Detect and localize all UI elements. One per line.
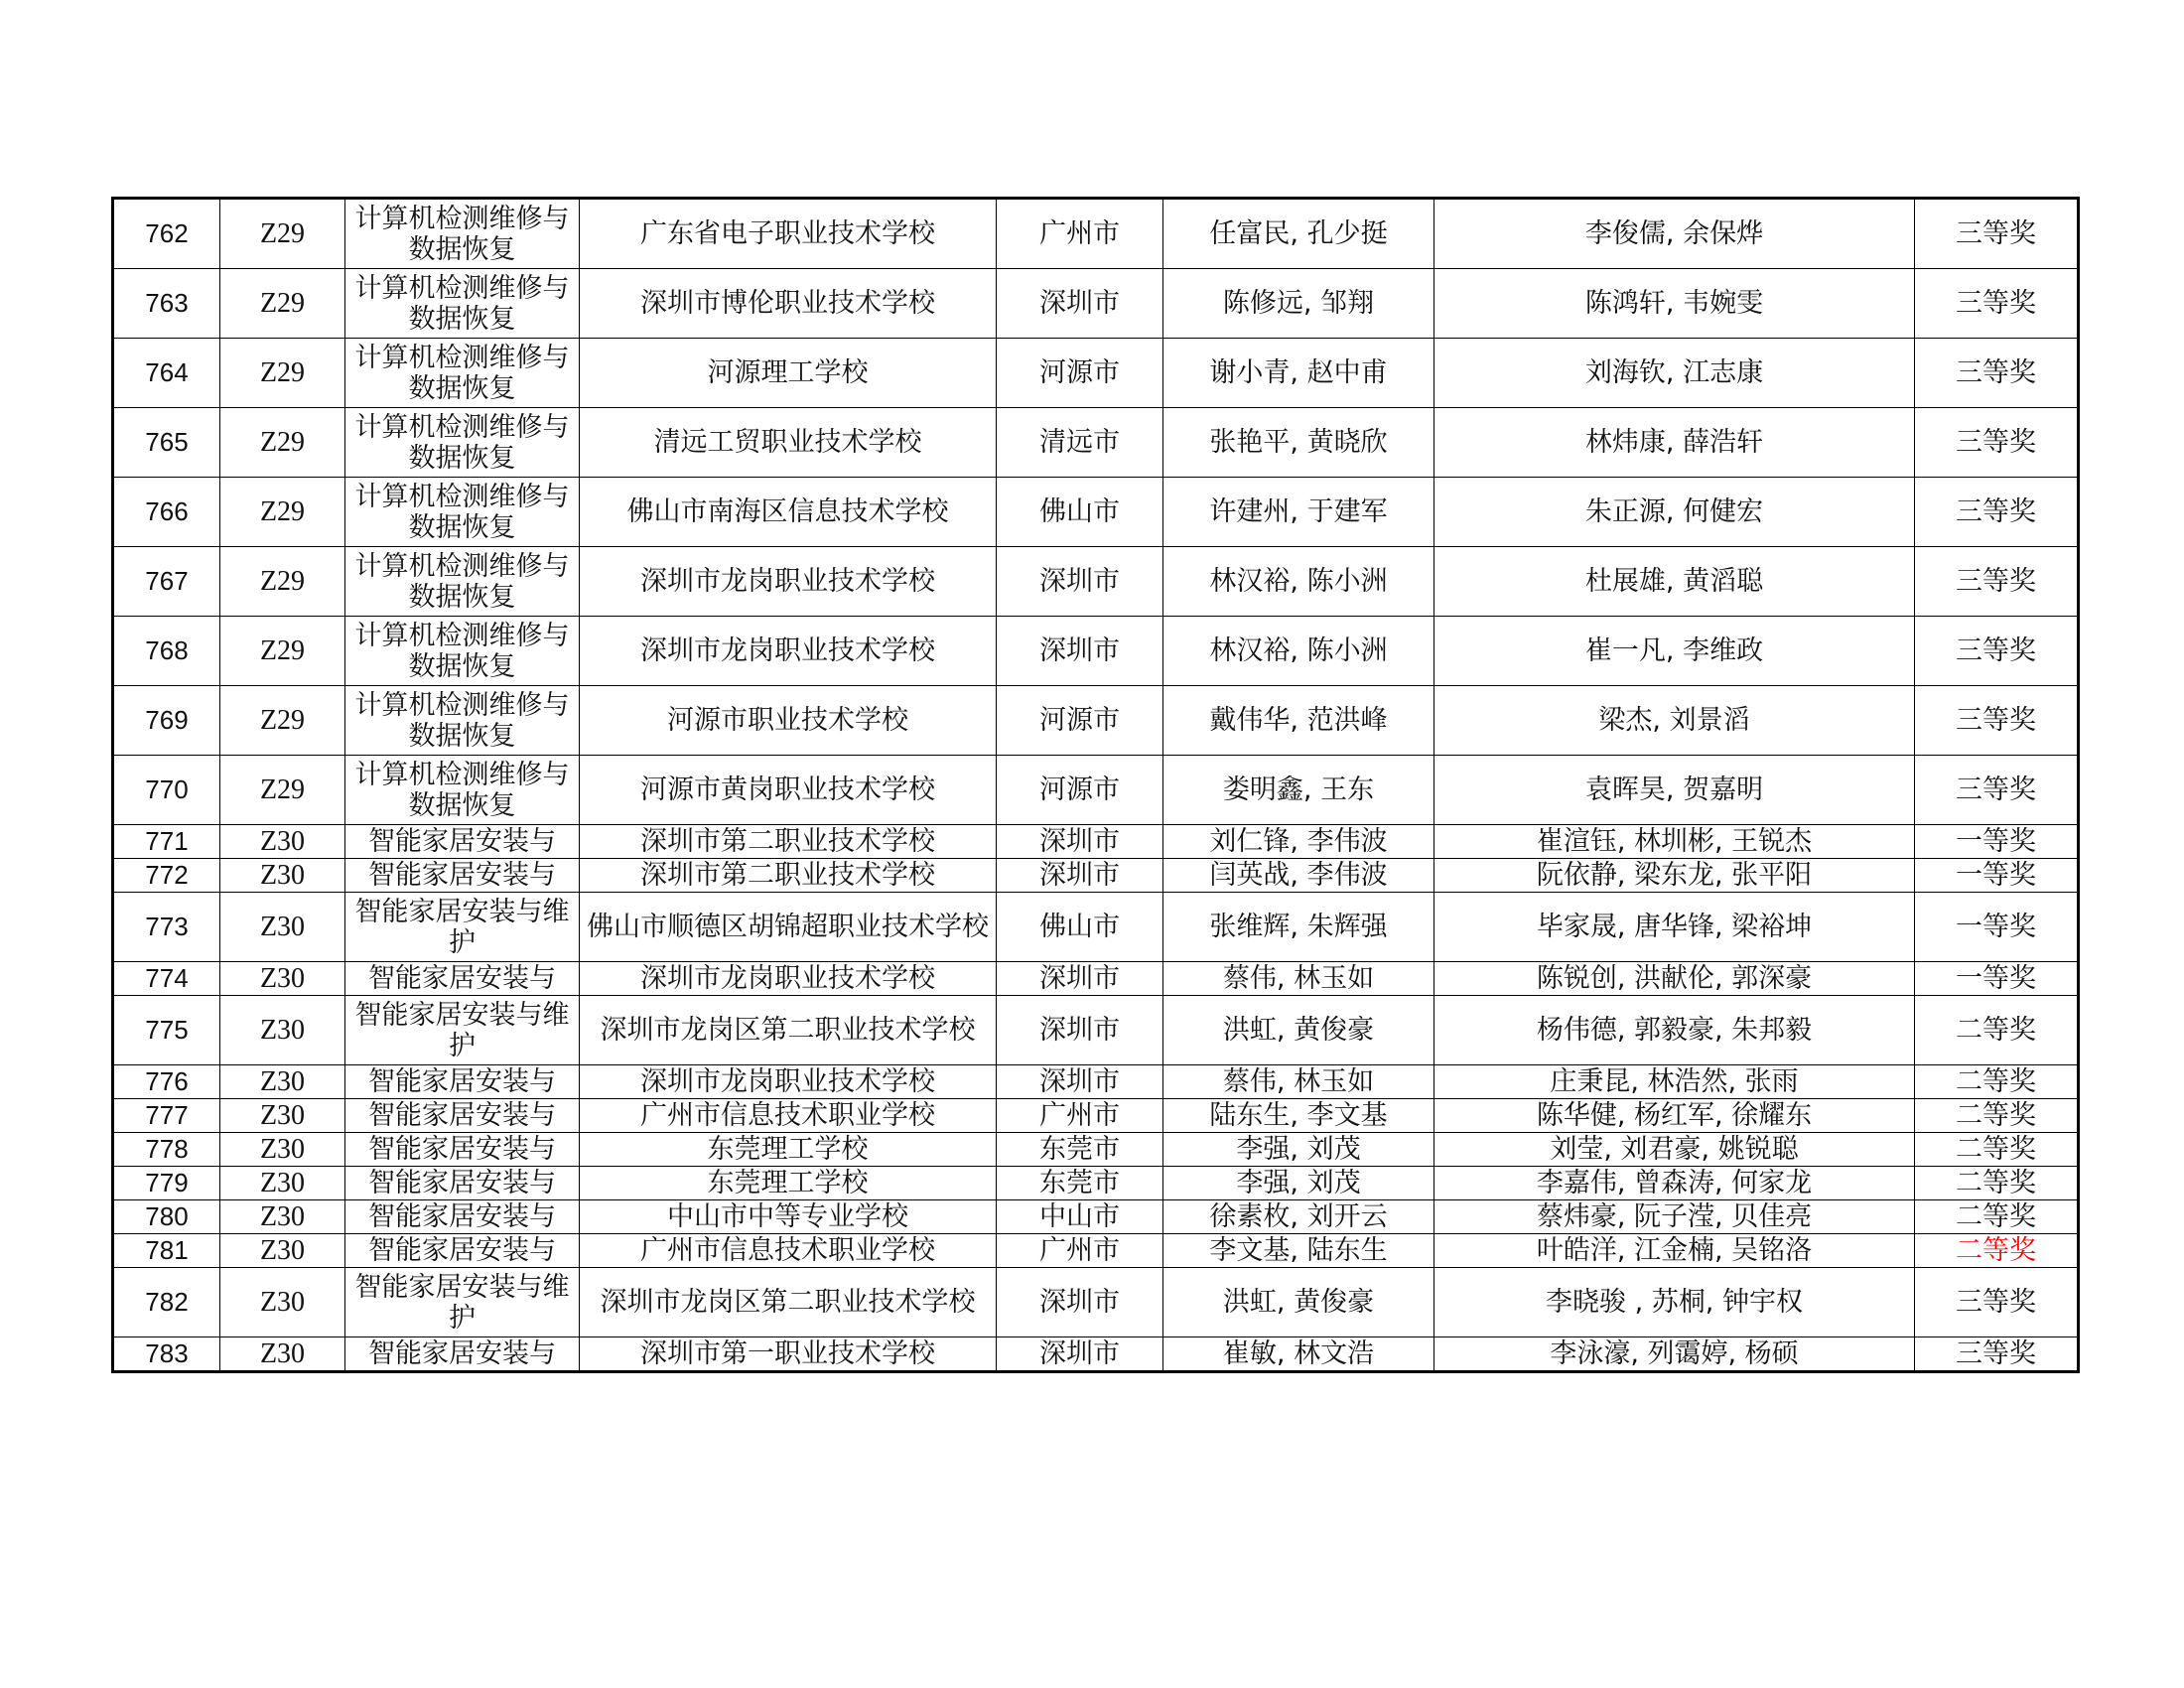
cell-city: 深圳市 [997, 825, 1163, 859]
cell-city: 东莞市 [997, 1167, 1163, 1200]
cell-city: 深圳市 [997, 617, 1163, 686]
cell-award: 三等奖 [1915, 1268, 2079, 1337]
cell-number: 768 [113, 617, 220, 686]
cell-number: 774 [113, 962, 220, 996]
cell-students: 刘莹, 刘君豪, 姚锐聪 [1434, 1133, 1915, 1167]
cell-project-name: 计算机检测维修与数据恢复 [345, 408, 580, 478]
cell-students: 庄秉昆, 林浩然, 张雨 [1434, 1065, 1915, 1099]
cell-teachers: 林汉裕, 陈小洲 [1163, 617, 1434, 686]
cell-award: 三等奖 [1915, 199, 2079, 269]
table-row [113, 1234, 2079, 1268]
cell-school: 深圳市第一职业技术学校 [580, 1337, 997, 1372]
cell-city: 深圳市 [997, 996, 1163, 1065]
table-row [113, 756, 2079, 825]
table-row [113, 1200, 2079, 1234]
cell-project-name: 智能家居安装与 [345, 1337, 580, 1372]
cell-project-code: Z29 [220, 617, 345, 686]
cell-project-code: Z30 [220, 1133, 345, 1167]
cell-school: 深圳市龙岗职业技术学校 [580, 617, 997, 686]
cell-school: 东莞理工学校 [580, 1167, 997, 1200]
cell-school: 东莞理工学校 [580, 1133, 997, 1167]
cell-teachers: 徐素枚, 刘开云 [1163, 1200, 1434, 1234]
cell-teachers: 陈修远, 邹翔 [1163, 269, 1434, 339]
table-row [113, 1268, 2079, 1337]
cell-number: 766 [113, 478, 220, 547]
cell-school: 清远工贸职业技术学校 [580, 408, 997, 478]
cell-school: 深圳市龙岗职业技术学校 [580, 962, 997, 996]
table-row [113, 269, 2079, 339]
cell-project-code: Z30 [220, 996, 345, 1065]
table-body [113, 199, 2079, 1372]
cell-city: 深圳市 [997, 547, 1163, 617]
cell-city: 深圳市 [997, 269, 1163, 339]
cell-number: 769 [113, 686, 220, 756]
cell-school: 深圳市第二职业技术学校 [580, 859, 997, 893]
cell-award: 三等奖 [1915, 547, 2079, 617]
cell-teachers: 任富民, 孔少挺 [1163, 199, 1434, 269]
cell-teachers: 刘仁锋, 李伟波 [1163, 825, 1434, 859]
cell-project-code: Z30 [220, 1065, 345, 1099]
cell-award: 一等奖 [1915, 962, 2079, 996]
cell-city: 广州市 [997, 1234, 1163, 1268]
cell-project-name: 计算机检测维修与数据恢复 [345, 756, 580, 825]
table-row [113, 408, 2079, 478]
cell-project-code: Z30 [220, 1099, 345, 1133]
cell-city: 深圳市 [997, 1065, 1163, 1099]
table-row [113, 996, 2079, 1065]
cell-city: 深圳市 [997, 1337, 1163, 1372]
table-row [113, 859, 2079, 893]
cell-project-code: Z30 [220, 962, 345, 996]
table-row [113, 199, 2079, 269]
cell-award: 二等奖 [1915, 1099, 2079, 1133]
table-row [113, 1133, 2079, 1167]
cell-teachers: 陆东生, 李文基 [1163, 1099, 1434, 1133]
cell-project-code: Z29 [220, 547, 345, 617]
table-row [113, 825, 2079, 859]
cell-students: 毕家晟, 唐华锋, 梁裕坤 [1434, 893, 1915, 962]
cell-project-code: Z29 [220, 408, 345, 478]
cell-school: 佛山市顺德区胡锦超职业技术学校 [580, 893, 997, 962]
cell-project-code: Z29 [220, 269, 345, 339]
cell-award: 三等奖 [1915, 339, 2079, 408]
cell-students: 蔡炜豪, 阮子滢, 贝佳亮 [1434, 1200, 1915, 1234]
table-row [113, 478, 2079, 547]
cell-city: 中山市 [997, 1200, 1163, 1234]
cell-project-code: Z30 [220, 1268, 345, 1337]
cell-number: 778 [113, 1133, 220, 1167]
award-results-table [111, 197, 2080, 1373]
table-row [113, 339, 2079, 408]
cell-teachers: 蔡伟, 林玉如 [1163, 1065, 1434, 1099]
cell-project-code: Z30 [220, 859, 345, 893]
cell-number: 777 [113, 1099, 220, 1133]
cell-teachers: 许建州, 于建军 [1163, 478, 1434, 547]
cell-students: 朱正源, 何健宏 [1434, 478, 1915, 547]
cell-number: 765 [113, 408, 220, 478]
cell-students: 陈鸿轩, 韦婉雯 [1434, 269, 1915, 339]
cell-award: 一等奖 [1915, 859, 2079, 893]
cell-number: 763 [113, 269, 220, 339]
cell-teachers: 戴伟华, 范洪峰 [1163, 686, 1434, 756]
cell-students: 李俊儒, 余保烨 [1434, 199, 1915, 269]
cell-students: 李泳濠, 列霭婷, 杨硕 [1434, 1337, 1915, 1372]
cell-teachers: 蔡伟, 林玉如 [1163, 962, 1434, 996]
cell-teachers: 张艳平, 黄晓欣 [1163, 408, 1434, 478]
cell-project-name: 智能家居安装与维护 [345, 893, 580, 962]
table-row [113, 1167, 2079, 1200]
cell-teachers: 闫英战, 李伟波 [1163, 859, 1434, 893]
table-row [113, 686, 2079, 756]
cell-city: 河源市 [997, 339, 1163, 408]
cell-number: 773 [113, 893, 220, 962]
cell-project-name: 计算机检测维修与数据恢复 [345, 199, 580, 269]
table-row [113, 547, 2079, 617]
cell-city: 深圳市 [997, 1268, 1163, 1337]
cell-project-code: Z30 [220, 1337, 345, 1372]
cell-number: 775 [113, 996, 220, 1065]
cell-school: 广州市信息技术职业学校 [580, 1099, 997, 1133]
cell-students: 陈华健, 杨红军, 徐耀东 [1434, 1099, 1915, 1133]
cell-award: 二等奖 [1915, 1133, 2079, 1167]
cell-teachers: 李文基, 陆东生 [1163, 1234, 1434, 1268]
cell-project-code: Z30 [220, 893, 345, 962]
cell-teachers: 林汉裕, 陈小洲 [1163, 547, 1434, 617]
cell-students: 阮依静, 梁东龙, 张平阳 [1434, 859, 1915, 893]
cell-school: 深圳市龙岗区第二职业技术学校 [580, 996, 997, 1065]
cell-city: 河源市 [997, 686, 1163, 756]
cell-city: 深圳市 [997, 859, 1163, 893]
cell-students: 袁晖昊, 贺嘉明 [1434, 756, 1915, 825]
cell-project-name: 计算机检测维修与数据恢复 [345, 339, 580, 408]
cell-city: 东莞市 [997, 1133, 1163, 1167]
cell-number: 764 [113, 339, 220, 408]
cell-school: 中山市中等专业学校 [580, 1200, 997, 1234]
cell-number: 781 [113, 1234, 220, 1268]
cell-school: 广州市信息技术职业学校 [580, 1234, 997, 1268]
cell-students: 杨伟德, 郭毅豪, 朱邦毅 [1434, 996, 1915, 1065]
cell-number: 782 [113, 1268, 220, 1337]
cell-city: 广州市 [997, 1099, 1163, 1133]
cell-teachers: 谢小青, 赵中甫 [1163, 339, 1434, 408]
cell-school: 深圳市第二职业技术学校 [580, 825, 997, 859]
cell-number: 780 [113, 1200, 220, 1234]
cell-award: 二等奖 [1915, 1167, 2079, 1200]
cell-project-name: 计算机检测维修与数据恢复 [345, 617, 580, 686]
cell-project-code: Z30 [220, 1200, 345, 1234]
cell-teachers: 李强, 刘茂 [1163, 1167, 1434, 1200]
table-row [113, 893, 2079, 962]
cell-award: 二等奖 [1915, 996, 2079, 1065]
cell-project-name: 计算机检测维修与数据恢复 [345, 686, 580, 756]
cell-teachers: 洪虹, 黄俊豪 [1163, 1268, 1434, 1337]
cell-students: 李嘉伟, 曾森涛, 何家龙 [1434, 1167, 1915, 1200]
cell-school: 河源理工学校 [580, 339, 997, 408]
cell-number: 770 [113, 756, 220, 825]
cell-students: 崔一凡, 李维政 [1434, 617, 1915, 686]
cell-project-name: 智能家居安装与 [345, 1065, 580, 1099]
cell-project-code: Z30 [220, 1234, 345, 1268]
cell-students: 李晓骏 , 苏桐, 钟宇权 [1434, 1268, 1915, 1337]
cell-project-name: 智能家居安装与 [345, 859, 580, 893]
cell-school: 深圳市龙岗区第二职业技术学校 [580, 1268, 997, 1337]
cell-number: 767 [113, 547, 220, 617]
cell-award: 三等奖 [1915, 478, 2079, 547]
cell-project-name: 智能家居安装与维护 [345, 1268, 580, 1337]
cell-project-name: 智能家居安装与 [345, 962, 580, 996]
table-row [113, 1099, 2079, 1133]
cell-project-name: 智能家居安装与 [345, 1167, 580, 1200]
cell-award: 一等奖 [1915, 893, 2079, 962]
cell-students: 叶皓洋, 江金楠, 吴铭洛 [1434, 1234, 1915, 1268]
cell-number: 783 [113, 1337, 220, 1372]
cell-project-code: Z29 [220, 756, 345, 825]
cell-city: 广州市 [997, 199, 1163, 269]
cell-school: 河源市黄岗职业技术学校 [580, 756, 997, 825]
cell-award: 一等奖 [1915, 825, 2079, 859]
cell-project-name: 计算机检测维修与数据恢复 [345, 478, 580, 547]
cell-school: 深圳市龙岗职业技术学校 [580, 1065, 997, 1099]
table-row [113, 1337, 2079, 1372]
cell-project-name: 智能家居安装与 [345, 1234, 580, 1268]
cell-award: 三等奖 [1915, 1337, 2079, 1372]
cell-project-code: Z29 [220, 339, 345, 408]
table-row [113, 962, 2079, 996]
cell-school: 佛山市南海区信息技术学校 [580, 478, 997, 547]
cell-project-code: Z29 [220, 686, 345, 756]
cell-students: 梁杰, 刘景滔 [1434, 686, 1915, 756]
cell-city: 河源市 [997, 756, 1163, 825]
cell-students: 刘海钦, 江志康 [1434, 339, 1915, 408]
cell-number: 776 [113, 1065, 220, 1099]
cell-school: 深圳市博伦职业技术学校 [580, 269, 997, 339]
cell-award: 三等奖 [1915, 408, 2079, 478]
cell-award: 二等奖 [1915, 1065, 2079, 1099]
cell-award: 三等奖 [1915, 269, 2079, 339]
cell-project-code: Z29 [220, 199, 345, 269]
cell-project-name: 智能家居安装与维护 [345, 996, 580, 1065]
table-row [113, 617, 2079, 686]
cell-number: 762 [113, 199, 220, 269]
cell-project-code: Z30 [220, 825, 345, 859]
cell-city: 佛山市 [997, 478, 1163, 547]
cell-award: 三等奖 [1915, 686, 2079, 756]
cell-city: 佛山市 [997, 893, 1163, 962]
cell-project-name: 智能家居安装与 [345, 825, 580, 859]
cell-award: 二等奖 [1915, 1234, 2079, 1268]
table-row [113, 1065, 2079, 1099]
cell-city: 清远市 [997, 408, 1163, 478]
cell-teachers: 张维辉, 朱辉强 [1163, 893, 1434, 962]
cell-project-code: Z29 [220, 478, 345, 547]
cell-number: 771 [113, 825, 220, 859]
cell-project-name: 计算机检测维修与数据恢复 [345, 269, 580, 339]
cell-project-name: 智能家居安装与 [345, 1200, 580, 1234]
cell-award: 三等奖 [1915, 756, 2079, 825]
cell-teachers: 洪虹, 黄俊豪 [1163, 996, 1434, 1065]
cell-teachers: 娄明鑫, 王东 [1163, 756, 1434, 825]
cell-students: 崔渲钰, 林圳彬, 王锐杰 [1434, 825, 1915, 859]
cell-project-code: Z30 [220, 1167, 345, 1200]
cell-number: 779 [113, 1167, 220, 1200]
cell-students: 杜展雄, 黄滔聪 [1434, 547, 1915, 617]
cell-project-name: 计算机检测维修与数据恢复 [345, 547, 580, 617]
cell-students: 陈锐创, 洪献伦, 郭深豪 [1434, 962, 1915, 996]
cell-project-name: 智能家居安装与 [345, 1133, 580, 1167]
cell-award: 三等奖 [1915, 617, 2079, 686]
cell-project-name: 智能家居安装与 [345, 1099, 580, 1133]
cell-teachers: 崔敏, 林文浩 [1163, 1337, 1434, 1372]
cell-students: 林炜康, 薛浩轩 [1434, 408, 1915, 478]
cell-school: 河源市职业技术学校 [580, 686, 997, 756]
cell-school: 广东省电子职业技术学校 [580, 199, 997, 269]
cell-school: 深圳市龙岗职业技术学校 [580, 547, 997, 617]
cell-number: 772 [113, 859, 220, 893]
cell-city: 深圳市 [997, 962, 1163, 996]
cell-teachers: 李强, 刘茂 [1163, 1133, 1434, 1167]
cell-award: 二等奖 [1915, 1200, 2079, 1234]
